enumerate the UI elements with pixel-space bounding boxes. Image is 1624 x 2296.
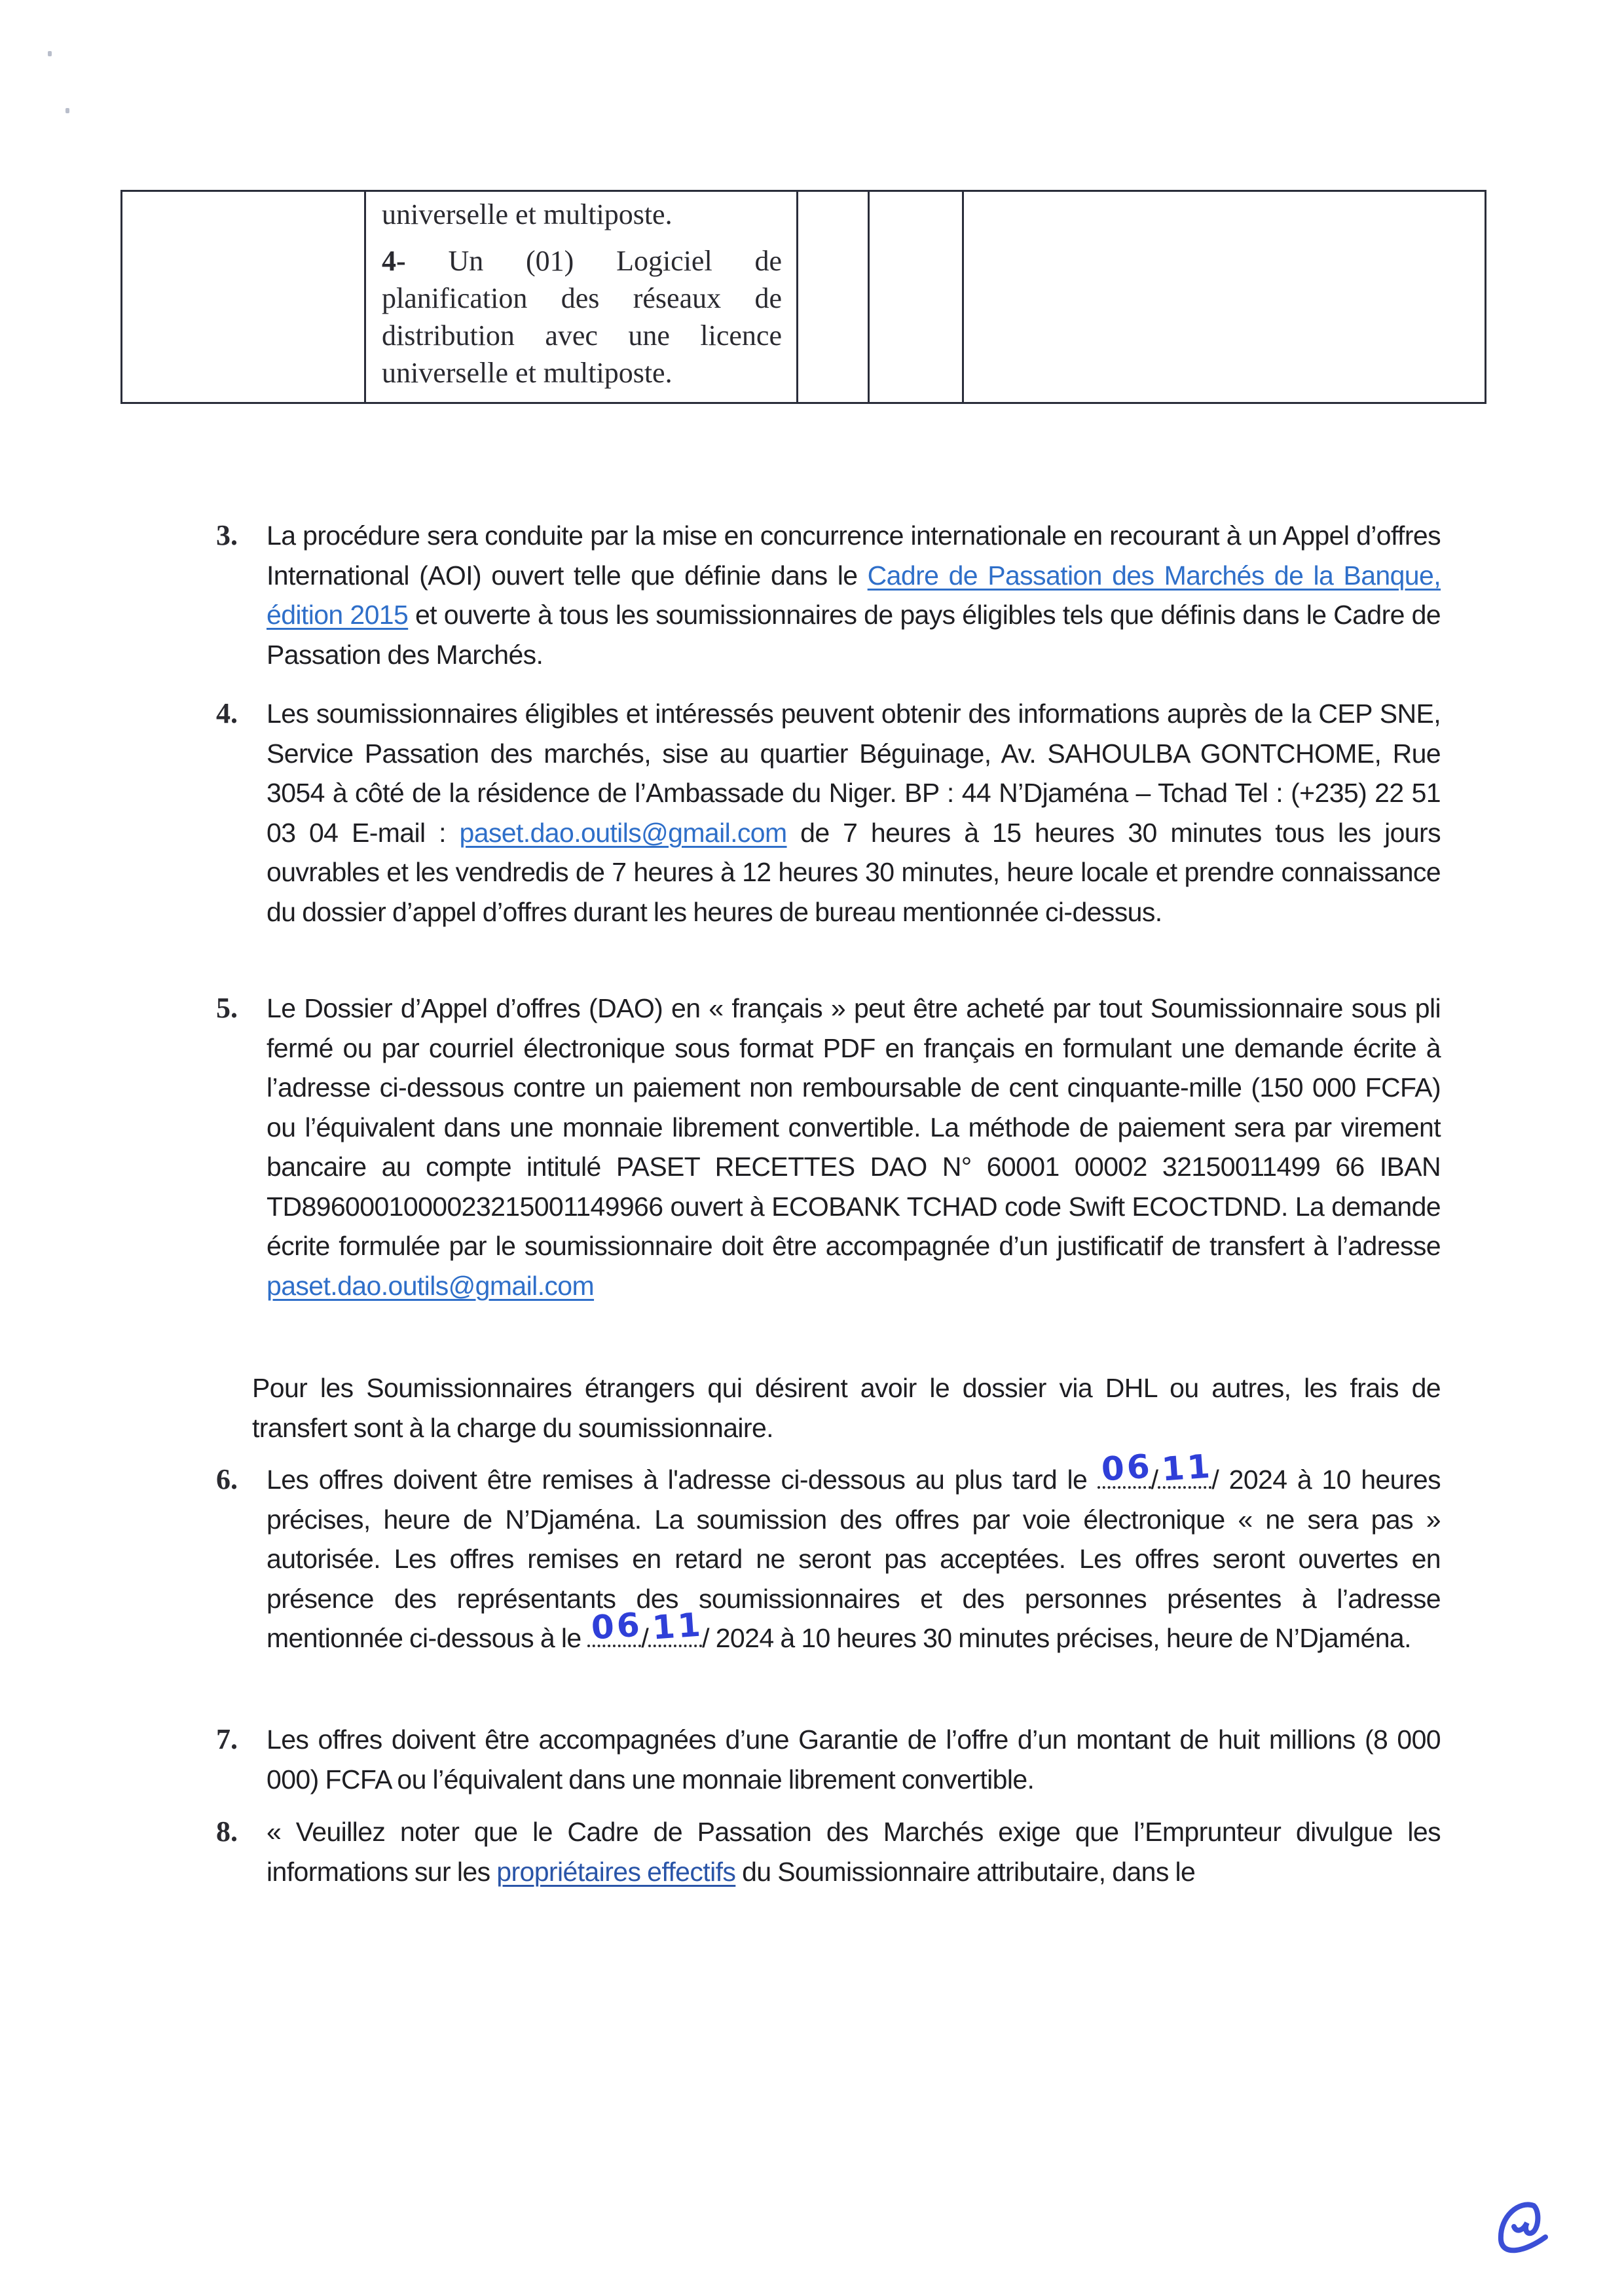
paragraph-6: 6. Les offres doivent être remises à l'adresse ci-dessous au plus tard le 06 / 11 / 2024 à 10 heures précises, heure de N’Djaména. La soumission des offres par voie électronique « ne sera pas » autorisée. Les offres remises en retard ne seront pas acceptées. Les offres seront ouvertes en présence des représentants des soumissionnaires et des personnes présentes à l’adresse mentionnée ci-dessous à le 06 / 11 / 2024 à 10 heures 30 minutes précises, heure de N’Djaména. [216, 1446, 1441, 1653]
handwritten-day: 06 [1099, 1446, 1154, 1489]
paragraph-text: du Soumissionnaire attributaire, dans le [735, 1856, 1196, 1887]
paragraph-8 [216, 1812, 1441, 1891]
paragraph-text: Le Dossier d’Appel d’offres (DAO) en « français » peut être acheté par tout Soumissionnaire sous pli fermé ou par courriel électronique sous format PDF en français en formulant une demande écrite à l’adresse ci-dessous contre un paiement non remboursable de cent cinquante-mille (150 000 FCFA) ou l’équivalent dans une monnaie librement convertible. La méthode de paiement sera par virement bancaire au compte intitulé PASET RECETTES DAO N° 60001 00002 32150011499 66 IBAN TD8960001000023215001149966 ouvert à ECOBANK TCHAD code Swift ECOCTDND. La demande écrite formulée par le soumissionnaire doit être accompagnée d’un justificatif de transfert à l’adresse [267, 993, 1441, 1261]
paragraph-3 [216, 516, 1441, 674]
table-cell-col5 [964, 192, 1485, 402]
paragraph-7 [216, 1720, 1441, 1799]
paragraph-text: Les offres doivent être remises à l'adresse ci-dessous au plus tard le [267, 1465, 1098, 1495]
paragraph-number: 3. [216, 519, 238, 551]
deadline-month-field[interactable] [1158, 1446, 1214, 1489]
paragraph-text: à 10 heures 30 minutes précises, heure de N’Djaména. [773, 1623, 1411, 1653]
opening-day-field[interactable] [587, 1605, 644, 1647]
cell-item-label: 4- [382, 245, 406, 277]
paragraph-number: 4. [216, 697, 238, 729]
table-cell-col3 [798, 192, 870, 402]
paragraph-text: Les soumissionnaires éligibles et intéressés peuvent obtenir des informations auprès de la CEP SNE, Service Passation des marchés, sise au quartier Béguinage, Av. SAHOULBA GONTCHOME, Rue 3054 à côté de la résidence de l’Ambassade du Niger. BP : 44 N’Djaména – Tchad Tel : (+235) 22 51 03 04 E-mail : [267, 699, 1441, 848]
paragraph-number: 5. [216, 992, 238, 1024]
deadline-day-field[interactable] [1098, 1446, 1154, 1489]
paragraph-text: à 10 heures précises, heure de N’Djaména. La soumission des offres par voie électronique « ne sera pas » autorisée. Les offres remises en retard ne seront pas acceptées. Les offres seront ouvertes en présence des représentants des soumissionnaires et des personnes présentes à l’adresse mentionnée ci-dessous à le [267, 1465, 1441, 1653]
paragraph-text: La procédure sera conduite par la mise en concurrence internationale en recourant à un Appel d’offres International (AOI) ouvert telle que définie dans le [267, 520, 1441, 591]
cell-continuation-text: universelle et multiposte. [382, 198, 673, 230]
paragraph-text: de 7 heures à 15 heures 30 minutes tous les jours ouvrables et les vendredis de 7 heures à 12 heures 30 minutes, heure locale et prendre connaissance du dossier d’appel d’offres durant les heures de bureau mentionnée ci-dessus. [267, 817, 1441, 927]
cell-item-4 [382, 242, 782, 392]
email-link[interactable]: paset.dao.outils@gmail.com [459, 817, 787, 848]
paragraph-number: 7. [216, 1723, 238, 1755]
procurement-framework-link[interactable]: Cadre de Passation des Marchés de la Banque, édition 2015 [267, 560, 1441, 630]
paragraph-text: « Veuillez noter que le Cadre de Passation des Marchés exige que l’Emprunteur divulgue les informations sur les [267, 1817, 1441, 1887]
paragraph-5-note: Pour les Soumissionnaires étrangers qui désirent avoir le dossier via DHL ou autres, les frais de transfert sont à la charge du soumissionnaire. [252, 1373, 1441, 1443]
equipment-table-fragment [120, 190, 1486, 404]
handwritten-initials-icon [1493, 2196, 1559, 2262]
paragraph-5 [216, 989, 1441, 1305]
email-link[interactable]: paset.dao.outils@gmail.com [267, 1270, 595, 1301]
handwritten-month: 11 [651, 1605, 705, 1647]
paragraph-4 [216, 694, 1441, 932]
handwritten-day: 06 [590, 1605, 644, 1647]
handwritten-month: 11 [1160, 1446, 1214, 1489]
scan-speck [65, 108, 69, 113]
scan-speck [48, 51, 52, 56]
paragraph-text: et ouverte à tous les soumissionnaires de pays éligibles tels que définis dans le Cadre de Passation des Marchés. [267, 600, 1441, 670]
paragraph-text: Les offres doivent être accompagnées d’une Garantie de l’offre d’un montant de huit millions (8 000 000) FCFA ou l’équivalent dans une monnaie librement convertible. [267, 1724, 1441, 1795]
paragraph-number: 8. [216, 1815, 238, 1848]
opening-month-field[interactable] [648, 1605, 705, 1647]
table-cell-description [366, 192, 798, 402]
table-cell-col4 [870, 192, 964, 402]
paragraph-number: 6. [216, 1463, 238, 1495]
cell-item-text: Un (01) Logiciel de planification des réseaux de distribution avec une licence universelle et multiposte. [382, 245, 782, 389]
table-cell-col1 [122, 192, 366, 402]
beneficial-owners-link[interactable]: propriétaires effectifs [496, 1856, 736, 1887]
opening-year: / 2024 [702, 1623, 774, 1653]
deadline-year: / 2024 [1211, 1465, 1287, 1495]
